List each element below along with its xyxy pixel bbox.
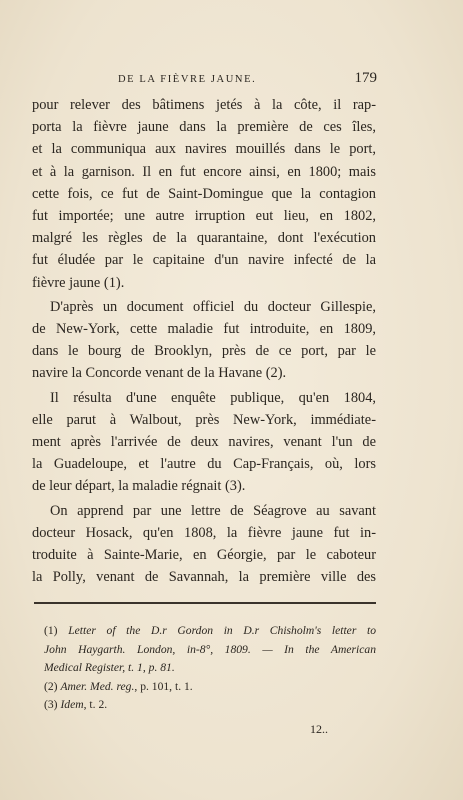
paragraph (32, 296, 376, 385)
footnote-marker: (1) (44, 624, 58, 637)
footnote-reference: , p. 101, t. 1. (134, 679, 193, 693)
footnote-marker: (3) (44, 698, 58, 711)
text-line: fièvre jaune (1). (32, 274, 125, 291)
text-line: la Polly, venant de Savannah, la première ville des (32, 569, 376, 586)
text-line: Il résulta d'une enquête publique, qu'en 1804, (50, 389, 376, 406)
text-line: On apprend par une lettre de Séagrove au savant (50, 502, 376, 519)
footnote-marker: (2) (44, 679, 58, 693)
footnote-line (44, 622, 376, 641)
footnote-source: Amer. Med. reg. (60, 679, 135, 693)
footnote-line (44, 696, 376, 715)
footnote-reference: , t. 2. (83, 698, 108, 711)
text-line: elle parut à Walbout, près New-York, immédiate- (32, 411, 376, 428)
text-line: de leur départ, la maladie régnait (3). (32, 478, 246, 495)
footnote-line: John Haygarth. London, in-8°, 1809. — In the American (44, 642, 376, 656)
text-line: cette fois, ce fut de Saint-Domingue que la contagion (32, 185, 376, 202)
footnote-1 (44, 622, 376, 678)
text-line: navire la Concorde venant de la Havane (2). (32, 365, 287, 382)
text-line: pour relever des bâtimens jetés à la côte, il rap- (32, 97, 376, 113)
footnote-3 (44, 696, 376, 715)
footnote-source: Idem (60, 698, 84, 711)
text-line: dans le bourg de Brooklyn, près de ce port, par le (32, 343, 376, 360)
paragraph (32, 500, 376, 589)
paragraph (32, 387, 376, 498)
page-number: 179 (354, 70, 377, 86)
signature-mark: 12.. (310, 722, 328, 736)
text-line: et la communiqua aux navires mouillés dans le port, (32, 141, 376, 158)
footnotes (44, 622, 376, 715)
text-line: ment après l'arrivée de deux navires, venant l'un de (32, 434, 376, 451)
text-line: fut importée; une autre irruption eut lieu, en 1802, (32, 208, 376, 225)
text-line: la Guadeloupe, et l'autre du Cap-Français, où, lors (32, 456, 376, 473)
text-line: porta la fièvre jaune dans la première de ces îles, (32, 119, 376, 136)
body-text (32, 94, 376, 588)
text-line: de New-York, cette maladie fut introduite, en 1809, (32, 321, 376, 338)
text-line: docteur Hosack, qu'en 1808, la fièvre jaune fut in- (32, 524, 376, 541)
text-line: malgré les règles de la quarantaine, dont l'exécution (32, 230, 376, 247)
text-line: D'après un document officiel du docteur Gillespie, (50, 298, 376, 315)
footnote-divider (34, 602, 376, 604)
footnote-text: Letter of the D.r Gordon in D.r Chisholm's letter to (68, 624, 376, 637)
paragraph (32, 94, 376, 294)
running-head: DE LA FIÈVRE JAUNE. (118, 74, 257, 85)
footnote-line (44, 678, 376, 697)
footnote-line: Medical Register, t. 1, p. 81. (44, 661, 175, 674)
text-line: et à la garnison. Il en fut encore ainsi, en 1800; mais (32, 163, 376, 180)
footnote-2 (44, 678, 376, 697)
text-line: fut éludée par le capitaine d'un navire infecté de la (32, 252, 376, 269)
text-line: troduite à Sainte-Marie, en Géorgie, par le caboteur (32, 547, 376, 564)
